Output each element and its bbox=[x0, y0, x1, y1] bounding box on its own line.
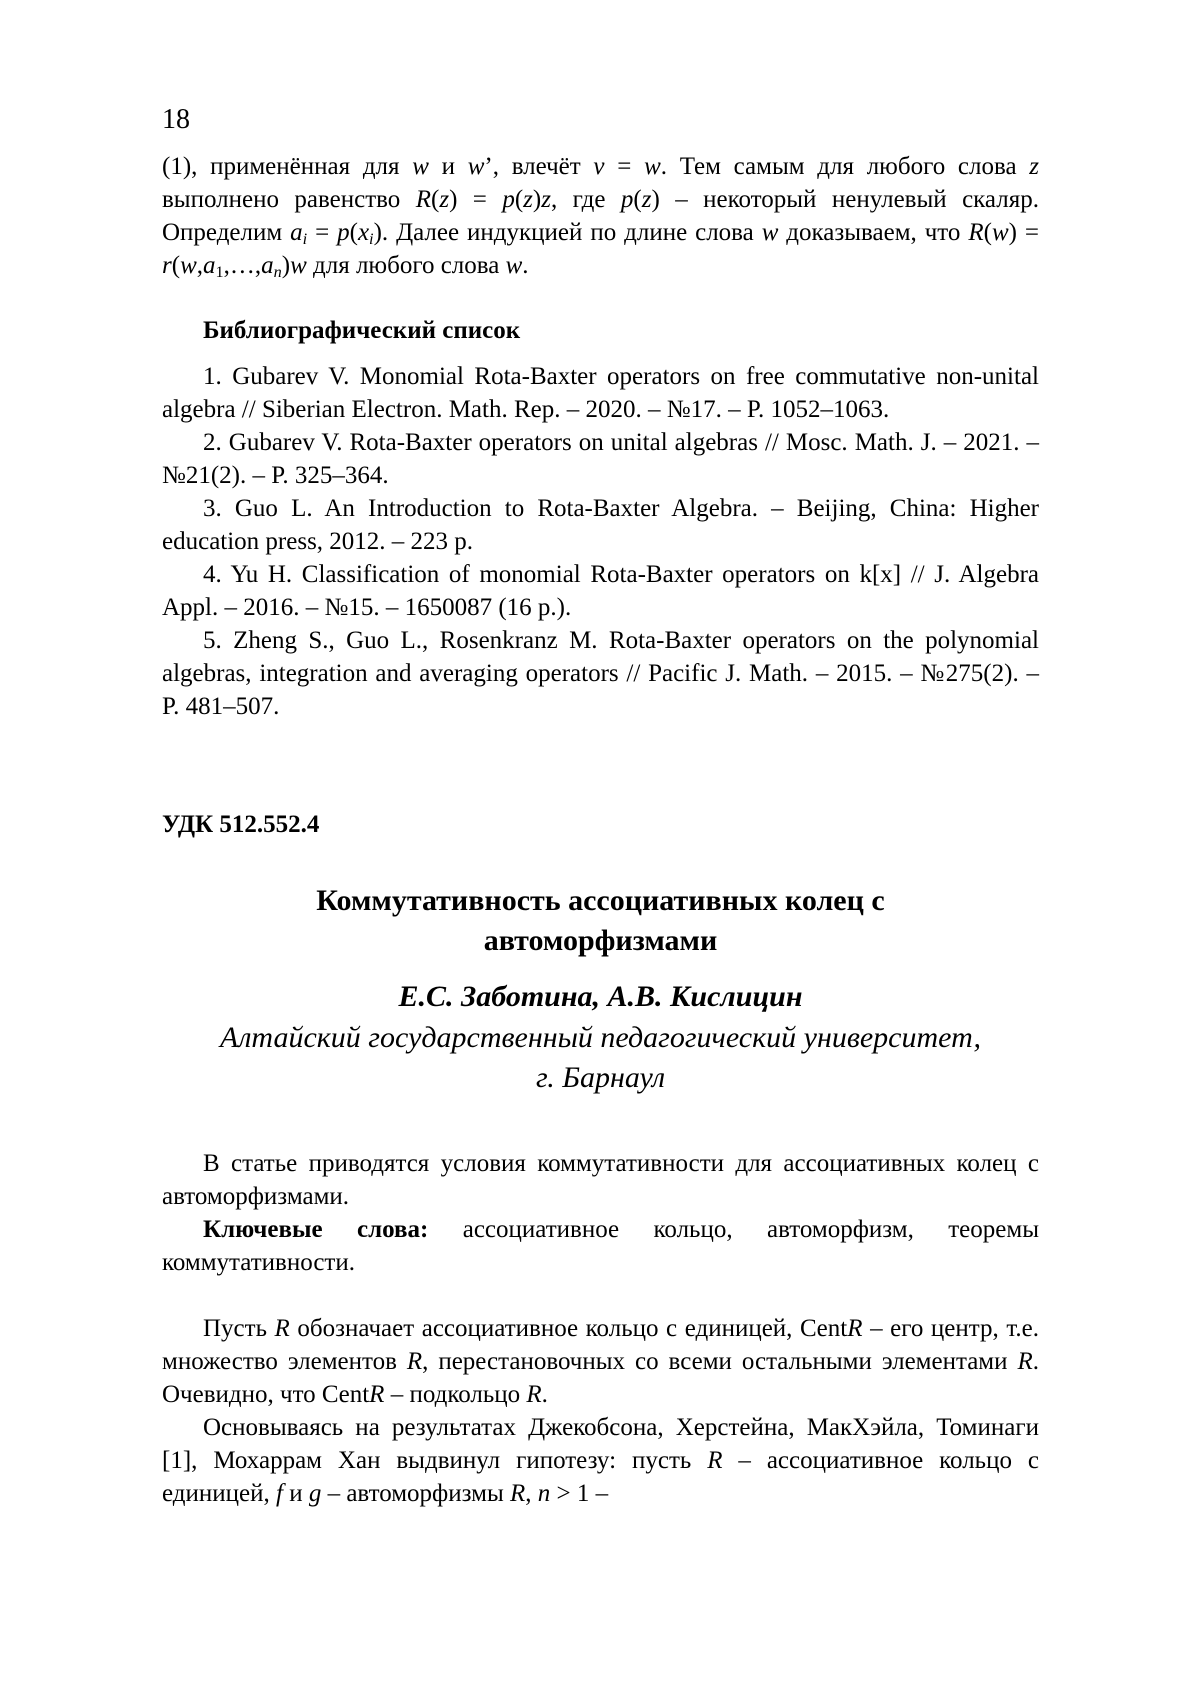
article-title-line: автоморфизмами bbox=[162, 921, 1039, 961]
page-number: 18 bbox=[162, 103, 190, 136]
body-paragraph: Пусть R обозначает ассоциативное кольцо с единицей, CentR – его центр, т.е. множество элементов R, перестановочных со всеми остальными элементами R. Очевидно, что CentR – подкольцо R. bbox=[162, 1312, 1039, 1411]
bibliography-item: 1. Gubarev V. Monomial Rota-Baxter operators on free commutative non-unital algebra // Siberian Electron. Math. Rep. – 2020. – №17. – P. 1052–1063. bbox=[162, 360, 1039, 426]
bibliography-title: Библиографический список bbox=[162, 314, 1039, 347]
bibliography-list bbox=[162, 360, 1039, 723]
keywords-paragraph bbox=[162, 1213, 1039, 1279]
body-section bbox=[162, 1312, 1039, 1510]
affiliation-line: г. Барнаул bbox=[162, 1058, 1039, 1098]
article-affiliation bbox=[162, 1018, 1039, 1098]
article-authors: Е.С. Заботина, А.В. Кислицин bbox=[162, 977, 1039, 1017]
continuation-text: (1), применённая для w и w’, влечёт v = w. Тем самым для любого слова z выполнено равенство R(z) = p(z)z, где p(z) – некоторый ненулевый скаляр. Определим ai = p(xi). Далее индукцией по длине слова w доказываем, что R(w) = r(w,a1,…,an)w для любого слова w. bbox=[162, 150, 1039, 282]
continuation-paragraph bbox=[162, 150, 1039, 282]
keywords-label: Ключевые слова: bbox=[203, 1216, 428, 1243]
affiliation-line: Алтайский государственный педагогический университет, bbox=[162, 1018, 1039, 1058]
abstract-section bbox=[162, 1147, 1039, 1279]
udk-code: УДК 512.552.4 bbox=[162, 808, 1039, 841]
bibliography-item: 5. Zheng S., Guo L., Rosenkranz M. Rota-Baxter operators on the polynomial algebras, integration and averaging operators // Pacific J. Math. – 2015. – №275(2). – P. 481–507. bbox=[162, 624, 1039, 723]
article-title-line: Коммутативность ассоциативных колец с bbox=[162, 881, 1039, 921]
bibliography-item: 3. Guo L. An Introduction to Rota-Baxter Algebra. – Beijing, China: Higher education press, 2012. – 223 p. bbox=[162, 492, 1039, 558]
bibliography-section bbox=[162, 314, 1039, 723]
bibliography-item: 4. Yu H. Classification of monomial Rota-Baxter operators on k[x] // J. Algebra Appl. – 2016. – №15. – 1650087 (16 p.). bbox=[162, 558, 1039, 624]
keywords-text: ассоциативное кольцо, автоморфизм, теоремы коммутативности. bbox=[162, 1216, 1039, 1276]
abstract-text: В статье приводятся условия коммутативности для ассоциативных колец с автоморфизмами. bbox=[162, 1147, 1039, 1213]
article-title bbox=[162, 881, 1039, 961]
bibliography-item: 2. Gubarev V. Rota-Baxter operators on unital algebras // Mosc. Math. J. – 2021. – №21(2). – P. 325–364. bbox=[162, 426, 1039, 492]
body-paragraph: Основываясь на результатах Джекобсона, Херстейна, МакХэйла, Томинаги [1], Мохаррам Хан выдвинул гипотезу: пусть R – ассоциативное кольцо с единицей, f и g – автоморфизмы R, n > 1 – bbox=[162, 1411, 1039, 1510]
